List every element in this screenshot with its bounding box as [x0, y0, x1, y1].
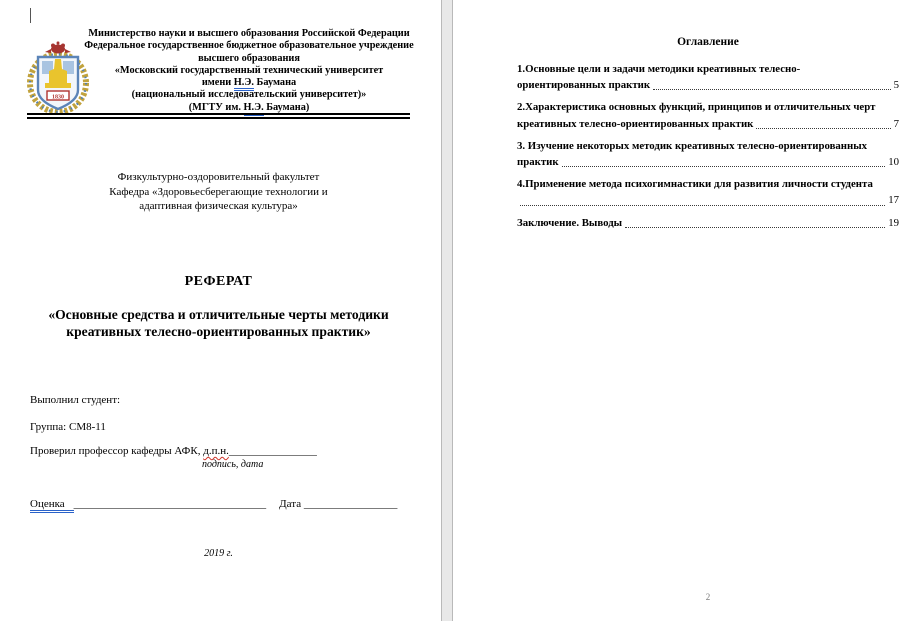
emblem-year: 1830 — [52, 94, 64, 101]
table-of-contents — [517, 36, 899, 237]
faculty-line: адаптивная физическая культура» — [139, 200, 298, 213]
toc-entry-text: ориентированных практик — [517, 79, 651, 92]
toc-entry[interactable] — [517, 61, 899, 93]
toc-page-number: 5 — [893, 79, 899, 92]
title-page[interactable] — [0, 0, 442, 621]
text-cursor — [30, 8, 31, 23]
grade-blank: ___________________________________ — [73, 498, 267, 510]
misspelled-word: д.п.н. — [203, 445, 229, 457]
date-label: Дата — [279, 498, 304, 510]
toc-entry[interactable] — [517, 99, 899, 131]
header-line: высшего образования — [198, 52, 300, 64]
toc-entry-text: практик — [517, 156, 559, 169]
toc-page-number: 7 — [893, 117, 899, 130]
toc-entry[interactable] — [517, 176, 899, 208]
toc-heading: Оглавление — [677, 36, 739, 48]
toc-entry-text: Заключение. Выводы — [517, 216, 623, 229]
year-label: 2019 г. — [204, 548, 233, 559]
dot-leader — [653, 89, 891, 90]
toc-page-number: 10 — [888, 156, 899, 169]
toc-entry-text: 3. Изучение некоторых методик креативных телесно-ориентированных — [517, 139, 868, 152]
toc-page-number: 17 — [888, 194, 899, 207]
toc-page-number: 19 — [888, 216, 899, 229]
toc-page[interactable] — [452, 0, 908, 621]
dot-leader — [625, 227, 885, 228]
report-title — [27, 306, 410, 340]
toc-entry-text: 2.Характеристика основных функций, принципов и отличительных черт — [517, 101, 876, 114]
page-number: 2 — [705, 592, 711, 602]
faculty-line: Физкультурно-оздоровительный факультет — [117, 171, 320, 183]
header-divider — [27, 113, 410, 119]
toc-entry[interactable] — [517, 215, 899, 231]
performed-by-label: Выполнил студент: — [30, 394, 121, 406]
header-line: (МГТУ им. Н.Э. Баумана) — [84, 102, 414, 114]
grade-label: Оценка — [30, 498, 74, 513]
toc-entry-text: 4.Применение метода психогимнастики для развития личности студента — [517, 178, 873, 191]
signature-hint: подпись, дата — [202, 459, 264, 470]
faculty-line: Кафедра «Здоровьесберегающие технологии и — [109, 185, 328, 198]
header-line: имени Н.Э. Баумана — [84, 77, 414, 89]
eagle-icon — [45, 42, 71, 54]
date-part — [279, 498, 397, 510]
dot-leader — [756, 128, 890, 129]
checked-by-line: Проверил профессор кафедры АФК, д.п.н.________________ — [30, 445, 317, 457]
toc-entry-text: 1.Основные цели и задачи методики креативных телесно- — [517, 63, 801, 75]
report-title-line: «Основные средства и отличительные черты методики — [48, 307, 389, 322]
ministry-header — [84, 28, 414, 114]
header-line: Министерство науки и высшего образования Российской Федерации — [88, 28, 410, 39]
group-label: Группа: СМ8-11 — [30, 421, 106, 433]
header-line: «Московский государственный технический университет — [114, 64, 384, 76]
toc-entry-text: креативных телесно-ориентированных практик — [517, 117, 754, 130]
faculty-block — [27, 170, 410, 214]
header-line: Федеральное государственное бюджетное образовательное учреждение — [84, 40, 414, 52]
grade-line — [30, 498, 397, 510]
header-line: (национальный исследовательский университет)» — [131, 89, 367, 101]
date-blank: _________________ — [303, 498, 398, 510]
university-emblem-logo — [26, 40, 90, 114]
dot-leader — [520, 205, 885, 206]
report-title-line: креативных телесно-ориентированных практик» — [66, 324, 371, 339]
toc-entry[interactable] — [517, 138, 899, 170]
dot-leader — [562, 166, 886, 167]
signature-blank: ________________ — [228, 445, 317, 457]
report-type-heading: РЕФЕРАТ — [184, 274, 253, 289]
